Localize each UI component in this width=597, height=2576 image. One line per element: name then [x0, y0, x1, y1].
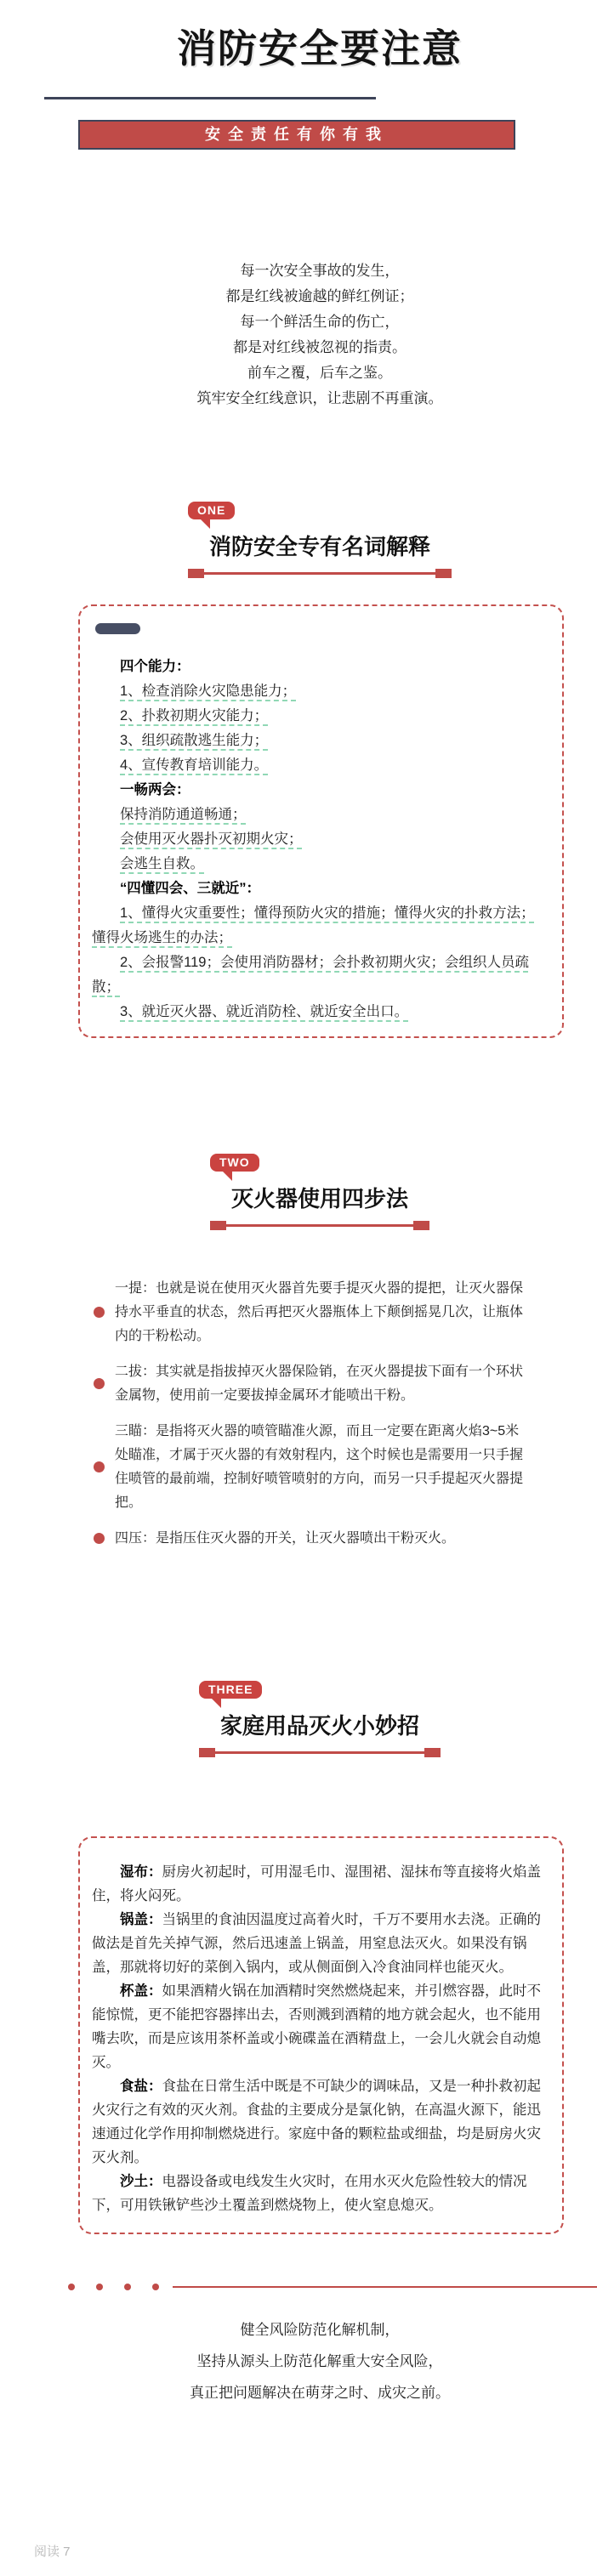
footer-divider	[0, 2284, 597, 2290]
poem-line: 每一个鲜活生命的伤亡，	[240, 313, 400, 330]
section-three-head	[199, 1681, 441, 1757]
section-heading: 灭火器使用四步法	[230, 1185, 408, 1211]
term-paragraph: 1、懂得火灾重要性；懂得预防火灾的措施；懂得火灾的扑救方法；懂得火场逃生的办法；	[92, 905, 535, 945]
section-two-head	[210, 1154, 429, 1230]
term-paragraph: 保持消防通道畅通；	[120, 806, 247, 822]
speech-tail-icon	[221, 1170, 232, 1181]
intro-poem	[78, 258, 561, 411]
highlight-pill	[95, 623, 140, 634]
tip-paragraph: 杯盖：如果酒精火锅在加酒精时突然燃烧起来，并引燃容器，此时不能惊慌，更不能把容器摔出去，否则溅到酒精的地方就会起火，也不能用嘴去吹，而是应该用茶杯盖或小碗碟盖在酒精盘上，一会儿火就会自动熄灭。	[92, 1983, 541, 2070]
section-one-badge	[188, 502, 235, 519]
section-two-badge	[210, 1154, 259, 1172]
closing-line: 健全风险防范化解机制，	[240, 2321, 400, 2338]
read-count: 阅读 7	[34, 2545, 71, 2559]
step-text: 一提：也就是说在使用灭火器首先要手提灭火器的提把，让灭火器保持水平垂直的状态，然后再把灭火器瓶体上下颠倒摇晃几次，让瓶体内的干粉松动。	[115, 1280, 524, 1343]
term-paragraph: 3、就近灭火器、就近消防栓、就近安全出口。	[120, 1003, 409, 1019]
heading-divider	[210, 1221, 429, 1230]
section-two	[78, 1154, 561, 1234]
tips-box	[78, 1836, 564, 2234]
bullet-dot-icon	[94, 1307, 105, 1318]
badge-label: THREE	[208, 1682, 253, 1696]
poem-line: 前车之覆，后车之鉴。	[247, 364, 392, 381]
divider-cap-right	[424, 1748, 441, 1757]
list-item	[94, 1527, 525, 1551]
badge-row	[199, 1681, 441, 1699]
deco-dot	[152, 2284, 159, 2290]
list-item	[94, 1360, 525, 1408]
slogan-banner: 安全责任有你有我	[78, 120, 515, 150]
bullet-dot-icon	[94, 1533, 105, 1544]
section-heading: 消防安全专有名词解释	[208, 533, 430, 559]
speech-tail-icon	[210, 1697, 221, 1708]
tip-paragraph: 锅盖：当锅里的食油因温度过高着火时，千万不要用水去浇。正确的做法是首先关掉气源，然后迅速盖上锅盖，用窒息法灭火。如果没有锅盖，那就将切好的菜倒入锅内，或从侧面倒入冷食油同样也能灭火。	[92, 1911, 541, 1975]
bullet-dot-icon	[94, 1461, 105, 1472]
poem-line: 筑牢安全红线意识，让悲剧不再重演。	[196, 389, 443, 406]
divider-rule	[204, 572, 435, 575]
divider-rule	[226, 1224, 413, 1227]
step-text: 三瞄：是指将灭火器的喷管瞄准火源，而且一定要在距离火焰3~5米处瞄准，才属于灭火器的有效射程内，这个时候也是需要用一只手握住喷管的最前端，控制好喷管喷射的方向，而另一只手提起灭火器提把。	[115, 1423, 524, 1510]
divider-cap-left	[199, 1748, 215, 1757]
divider-cap-right	[435, 569, 452, 578]
term-paragraph: “四懂四会、三就近”：	[120, 880, 260, 896]
terms-box	[78, 604, 564, 1038]
term-paragraph: 2、会报警119；会使用消防器材；会扑救初期火灾；会组织人员疏散；	[92, 954, 529, 995]
badge-row	[210, 1154, 429, 1172]
list-item	[94, 1420, 525, 1515]
divider-cap-left	[210, 1221, 226, 1230]
section-three-badge	[199, 1681, 262, 1699]
term-paragraph: 四个能力：	[120, 658, 190, 674]
divider-rule	[215, 1751, 424, 1754]
badge-label: ONE	[196, 502, 226, 517]
term-paragraph: 一畅两会：	[120, 781, 190, 797]
term-paragraph: 会逃生自救。	[120, 855, 204, 871]
bullet-dot-icon	[94, 1378, 105, 1389]
list-item	[94, 1277, 525, 1348]
tip-paragraph: 沙土：电器设备或电线发生火灾时，在用水灭火危险性较大的情况下，可用铁锹铲些沙土覆盖到燃烧物上，使火窒息熄灭。	[92, 2173, 527, 2213]
poem-line: 都是红线被逾越的鲜红例证；	[225, 287, 414, 304]
term-paragraph: 1、检查消除火灾隐患能力；	[120, 683, 297, 699]
section-one-head	[188, 502, 452, 578]
divider-cap-right	[413, 1221, 429, 1230]
deco-dot	[124, 2284, 131, 2290]
heading-divider	[199, 1748, 441, 1757]
term-paragraph: 3、组织疏散逃生能力；	[120, 732, 269, 748]
divider-cap-left	[188, 569, 204, 578]
step-text: 四压：是指压住灭火器的开关，让灭火器喷出干粉灭火。	[115, 1530, 456, 1546]
header	[78, 24, 561, 75]
term-paragraph: 2、扑救初期火灾能力；	[120, 707, 269, 723]
poem-line: 都是对红线被忽视的指责。	[233, 338, 407, 355]
title-underline	[44, 97, 376, 99]
section-three	[78, 1681, 561, 1762]
section-heading: 家庭用品灭火小妙招	[219, 1712, 419, 1739]
term-paragraph: 会使用灭火器扑灭初期火灾；	[120, 831, 303, 847]
badge-label: TWO	[219, 1155, 250, 1169]
extinguisher-steps-list	[78, 1277, 561, 1551]
tip-paragraph: 湿布：厨房火初起时，可用湿毛巾、湿围裙、湿抹布等直接将火焰盖住，将火闷死。	[92, 1864, 541, 1904]
closing-line: 真正把问题解决在萌芽之时、成灾之前。	[190, 2384, 450, 2401]
term-paragraph: 4、宣传教育培训能力。	[120, 757, 269, 773]
step-text: 二拔：其实就是指拔掉灭火器保险销，在灭火器提拔下面有一个环状金属物，使用前一定要拔掉金属环才能喷出干粉。	[115, 1364, 524, 1403]
speech-tail-icon	[199, 518, 210, 529]
heading-divider	[188, 569, 452, 578]
tip-paragraph: 食盐：食盐在日常生活中既是不可缺少的调味品，又是一种扑救初起火灾行之有效的灭火剂。食盐的主要成分是氯化钠，在高温火源下，能迅速通过化学作用抑制燃烧进行。家庭中备的颗粒盐或细盐，均是厨房火灾灭火剂。	[92, 2078, 541, 2165]
closing-line: 坚持从源头上防范化解重大安全风险，	[196, 2352, 443, 2369]
poem-line: 每一次安全事故的发生，	[240, 262, 400, 279]
page-title: 消防安全要注意	[177, 26, 463, 71]
deco-line	[173, 2286, 597, 2288]
badge-row	[188, 502, 452, 519]
section-one	[78, 502, 561, 582]
deco-dot	[96, 2284, 103, 2290]
closing-text	[78, 2314, 561, 2409]
deco-dot	[68, 2284, 75, 2290]
